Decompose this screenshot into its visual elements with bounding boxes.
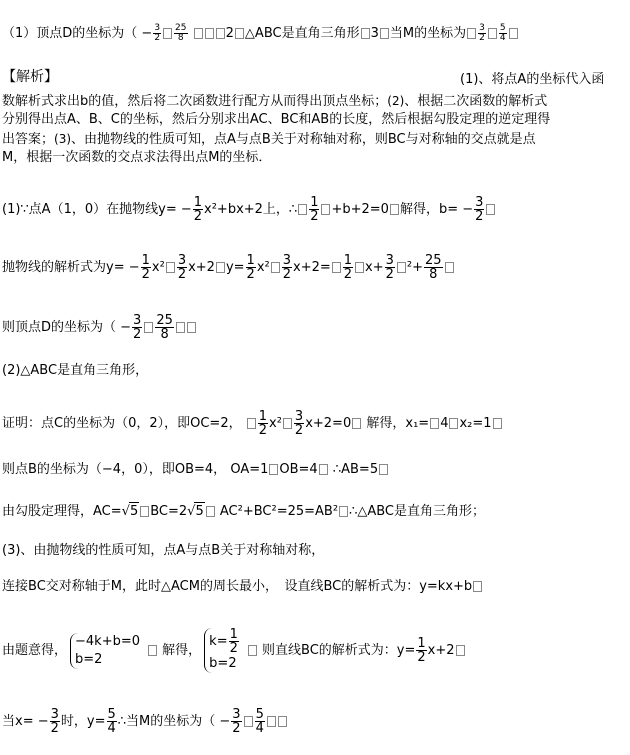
fraction: $\frac{5}{4}$ [499, 23, 506, 43]
solution-step-7: 由勾股定理得，AC=√5 BC=2√5 AC²+BC²=25=AB² ∴△ABC是直角三角形； [2, 504, 485, 519]
equation-system: −4k+b=0 b=2 [70, 633, 144, 669]
solution-step-6: 则点B的坐标为（−4，0），即OB=4， OA=1 OB=4 ∴AB=5 [2, 461, 389, 479]
missing-glyph [235, 28, 244, 39]
answer-part-number: 2 [225, 26, 234, 41]
solution-step-8: (3)、由抛物线的性质可知，点A与点B关于对称轴对称， [2, 543, 325, 558]
analysis-step-1: (1)、将点A的坐标代入函 [460, 72, 605, 87]
fraction: $\frac{3}{2}$ [154, 23, 161, 43]
fraction-half: $\frac{1}{2}$ [193, 195, 203, 224]
fraction-three-half: $\frac{3}{2}$ [475, 195, 484, 224]
analysis-line-5: M，根据一次函数的交点求法得出点M的坐标． [2, 150, 272, 165]
solution-step-11: 当x= − $\frac{3}{2}$ 时，y= $\frac{5}{4}$ ∴当M的坐标为（ − $\frac{3}{2}$ $\frac{5}{4}$ [2, 708, 288, 735]
missing-glyph [380, 28, 389, 39]
missing-glyph [390, 204, 399, 215]
analysis-line-4: 出答案；(3)、由抛物线的性质可知，点A与点B关于对称轴对称，则BC与对称轴的交点就是点 [2, 132, 536, 147]
fraction-half: $\frac{1}{2}$ [310, 195, 319, 224]
missing-glyph [298, 204, 307, 215]
missing-glyph [467, 28, 476, 39]
missing-glyph [509, 28, 518, 39]
missing-glyph [361, 28, 370, 39]
missing-glyph [488, 28, 497, 39]
solution-step-10: 由题意得， −4k+b=0 b=2 解得， k= $\frac{1}{2}$ b=2 则直线BC的解析式为：y= $\frac{1}{2}$ x+2 [2, 628, 466, 673]
missing-glyph [205, 28, 214, 39]
solution-step-5: 证明：点C的坐标为（0，2），即OC=2， $\frac{1}{2}$ x² $\frac{3}{2}$ x+2=0 解得，x₁= 4 x₂=1 [2, 410, 503, 437]
answer-text-3: 当M的坐标为 [389, 26, 467, 41]
fraction: $\frac{3}{2}$ [479, 23, 485, 43]
missing-glyph [321, 204, 330, 215]
solution-step-2: 抛物线的解析式为y= − $\frac{1}{2}$ x² $\frac{3}{2}$ x+2 y= $\frac{1}{2}$ x² $\frac{3}{2}$ x+2= $\frac{1}{2}$ x+ $\frac{3}{2}$ ²+ $\frac{25}{8}$ [2, 254, 455, 281]
solution-step-3: 则顶点D的坐标为（ − $\frac{3}{2}$ $\frac{25}{8}$ [2, 314, 197, 341]
missing-glyph [486, 204, 495, 215]
missing-glyph [194, 28, 203, 39]
solution-step-1: (1)∵点A（1，0）在抛物线y= − $\frac{1}{2}$ x²+bx+2上，∴ $\frac{1}{2}$ +b+2=0 解得，b= − $\frac{3}{2}$ [2, 196, 496, 223]
answer-line [2, 24, 519, 43]
missing-glyph [216, 28, 225, 39]
fraction: $\frac{25}{8}$ [175, 23, 187, 43]
analysis-line-2: 数解析式求出b的值，然后将二次函数进行配方从而得出顶点坐标；(2)、根据二次函数的解析式 [2, 94, 548, 109]
missing-glyph [163, 28, 172, 39]
analysis-heading: 【解析】 [2, 69, 58, 85]
equation-system: k= $\frac{1}{2}$ b=2 [204, 628, 244, 673]
solution-step-4: (2)△ABC是直角三角形， [2, 363, 149, 378]
analysis-line-3: 分别得出点A、B、C的坐标，然后分别求出AC、BC和AB的长度，然后根据勾股定理的逆定理得 [2, 112, 551, 127]
solution-step-9: 连接BC交对称轴于M，此时△ACM的周长最小， 设直线BC的解析式为：y=kx+b [2, 578, 483, 596]
answer-text-2: △ABC是直角三角形 [244, 26, 360, 41]
answer-text-1: （1）顶点D的坐标为（ − [2, 26, 153, 41]
answer-part-number: 3 [370, 26, 379, 41]
